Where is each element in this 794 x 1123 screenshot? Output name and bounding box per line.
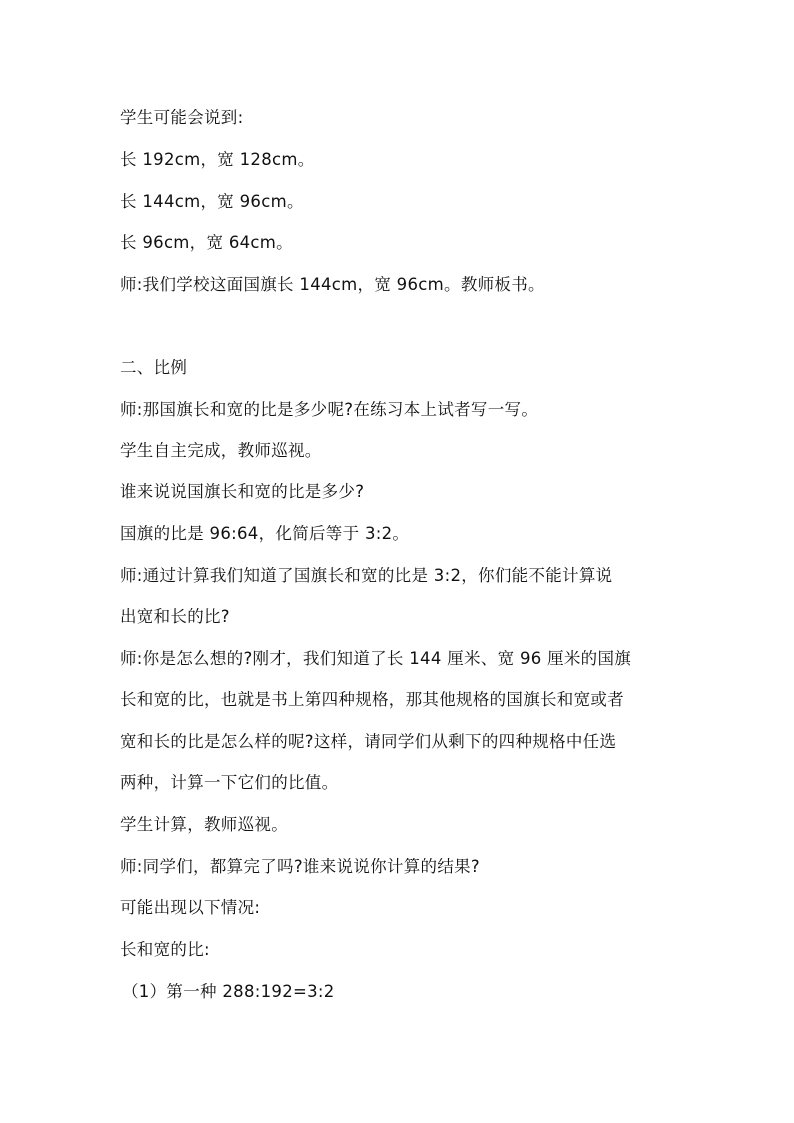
text-line: 出宽和长的比? xyxy=(120,607,230,626)
text-line: 师:同学们，都算完了吗?谁来说说你计算的结果? xyxy=(120,857,480,876)
text-line: 师:我们学校这面国旗长 144cm，宽 96cm。教师板书。 xyxy=(120,275,545,294)
text-line: 师:通过计算我们知道了国旗长和宽的比是 3:2，你们能不能计算说 xyxy=(120,566,613,585)
text-line: 师:你是怎么想的?刚才，我们知道了长 144 厘米、宽 96 厘米的国旗 xyxy=(120,649,632,668)
text-line: 宽和长的比是怎么样的呢?这样，请同学们从剩下的四种规格中任选 xyxy=(120,732,617,751)
list-item: （1）第一种 288:192=3:2 xyxy=(122,982,335,1001)
text-line: 师:那国旗长和宽的比是多少呢?在练习本上试者写一写。 xyxy=(120,400,539,419)
text-line: 学生可能会说到: xyxy=(120,108,244,127)
text-line: 国旗的比是 96:64，化简后等于 3:2。 xyxy=(120,524,410,543)
text-line: 两种，计算一下它们的比值。 xyxy=(120,773,339,792)
text-line: 学生自主完成，教师巡视。 xyxy=(120,441,322,460)
text-line: 可能出现以下情况: xyxy=(120,898,261,917)
text-line: 长和宽的比: xyxy=(120,940,210,959)
section-heading: 二、比例 xyxy=(120,358,188,377)
text-line: 长 144cm，宽 96cm。 xyxy=(120,192,304,211)
text-line: 长 192cm，宽 128cm。 xyxy=(120,150,315,169)
text-line: 长和宽的比，也就是书上第四种规格，那其他规格的国旗长和宽或者 xyxy=(120,690,624,709)
text-line: 学生计算，教师巡视。 xyxy=(120,815,288,834)
text-line: 长 96cm，宽 64cm。 xyxy=(120,233,293,252)
text-line: 谁来说说国旗长和宽的比是多少? xyxy=(120,482,365,501)
